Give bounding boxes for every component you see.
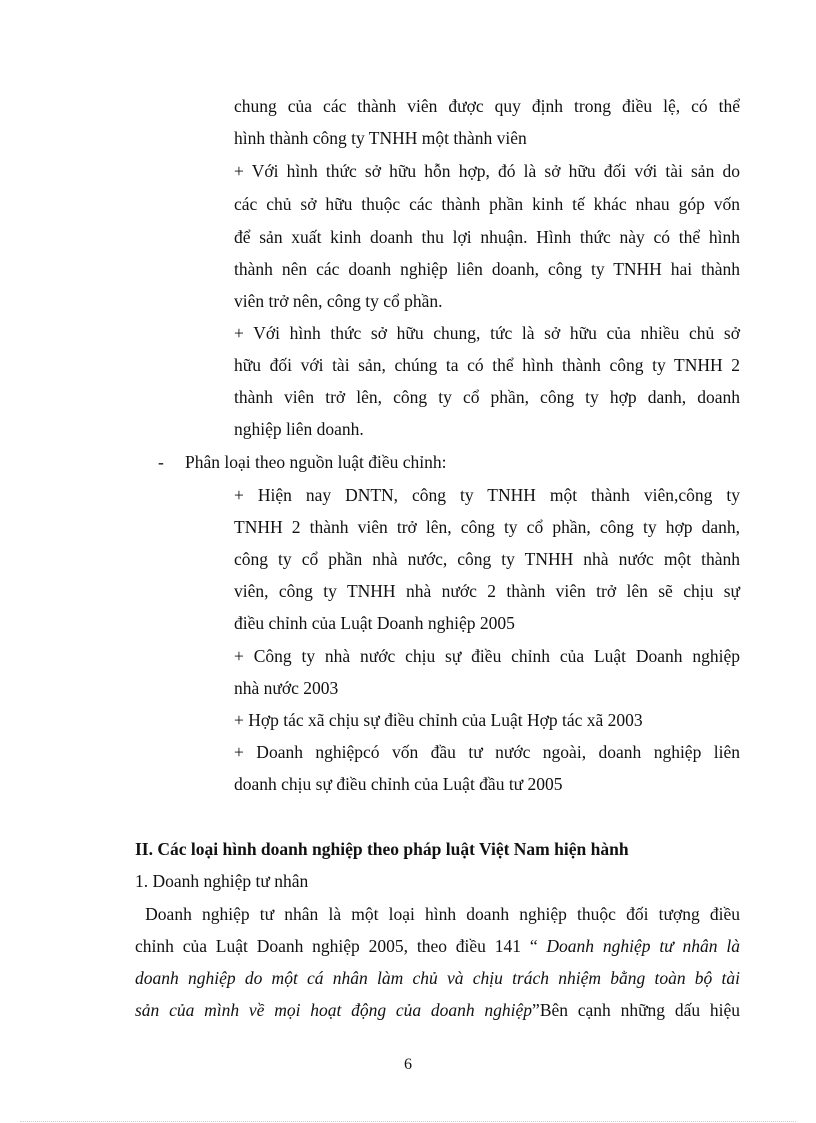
text-line: các chủ sở hữu thuộc các thành phần kinh tế khác nhau góp vốn bbox=[234, 194, 740, 214]
text-line: + Doanh nghiệpcó vốn đầu tư nước ngoài, doanh nghiệp liên bbox=[234, 742, 740, 762]
section-heading: II. Các loại hình doanh nghiệp theo pháp luật Việt Nam hiện hành bbox=[135, 839, 629, 859]
text-line: + Với hình thức sở hữu chung, tức là sở hữu của nhiều chủ sở bbox=[234, 323, 740, 343]
quote-text: sản của mình về mọi hoạt động của doanh nghiệp bbox=[135, 1000, 533, 1020]
text-line: hữu đối với tài sản, chúng ta có thể hình thành công ty TNHH 2 bbox=[234, 355, 740, 375]
text-line: + Hợp tác xã chịu sự điều chỉnh của Luật Hợp tác xã 2003 bbox=[234, 710, 643, 730]
text-line: nghiệp liên doanh. bbox=[234, 419, 364, 439]
bullet-marker: - bbox=[158, 452, 164, 472]
text-line: điều chỉnh của Luật Doanh nghiệp 2005 bbox=[234, 613, 515, 633]
text-line: chung của các thành viên được quy định trong điều lệ, có thể bbox=[234, 96, 740, 116]
paragraph-text: chỉnh của Luật Doanh nghiệp 2005, theo điều 141 “ bbox=[135, 936, 547, 956]
paragraph-line: Doanh nghiệp tư nhân là một loại hình doanh nghiệp thuộc đối tượng điều bbox=[135, 904, 740, 924]
text-line: để sản xuất kinh doanh thu lợi nhuận. Hình thức này có thể hình bbox=[234, 227, 740, 247]
page-boundary bbox=[20, 1121, 796, 1122]
quote-line: doanh nghiệp do một cá nhân làm chủ và chịu trách nhiệm bằng toàn bộ tài bbox=[135, 968, 740, 988]
text-line: nhà nước 2003 bbox=[234, 678, 339, 698]
text-line: thành viên trở lên, công ty cổ phần, công ty hợp danh, doanh bbox=[234, 387, 740, 407]
text-line: + Với hình thức sở hữu hỗn hợp, đó là sở hữu đối với tài sản do bbox=[234, 161, 740, 181]
text-line: viên trở nên, công ty cổ phần. bbox=[234, 291, 443, 311]
paragraph-text: ”Bên cạnh những dấu hiệu bbox=[532, 1000, 740, 1020]
text-line: TNHH 2 thành viên trở lên, công ty cổ phần, công ty hợp danh, bbox=[234, 517, 740, 537]
quote-text: Doanh nghiệp tư nhân là bbox=[546, 936, 740, 956]
text-line: hình thành công ty TNHH một thành viên bbox=[234, 128, 527, 148]
bullet-text: Phân loại theo nguồn luật điều chỉnh: bbox=[185, 452, 447, 472]
text-line: thành nên các doanh nghiệp liên doanh, công ty TNHH hai thành bbox=[234, 259, 740, 279]
text-line: doanh chịu sự điều chỉnh của Luật đầu tư 2005 bbox=[234, 774, 563, 794]
paragraph-line bbox=[135, 935, 740, 957]
page-number: 6 bbox=[404, 1056, 412, 1073]
text-line: công ty cổ phần nhà nước, công ty TNHH nhà nước một thành bbox=[234, 549, 740, 569]
text-line: + Hiện nay DNTN, công ty TNHH một thành viên,công ty bbox=[234, 485, 740, 505]
text-line: + Công ty nhà nước chịu sự điều chỉnh của Luật Doanh nghiệp bbox=[234, 646, 740, 666]
text-line: viên, công ty TNHH nhà nước 2 thành viên trở lên sẽ chịu sự bbox=[234, 581, 740, 601]
subsection-heading: 1. Doanh nghiệp tư nhân bbox=[135, 871, 309, 891]
paragraph-line bbox=[135, 999, 740, 1021]
